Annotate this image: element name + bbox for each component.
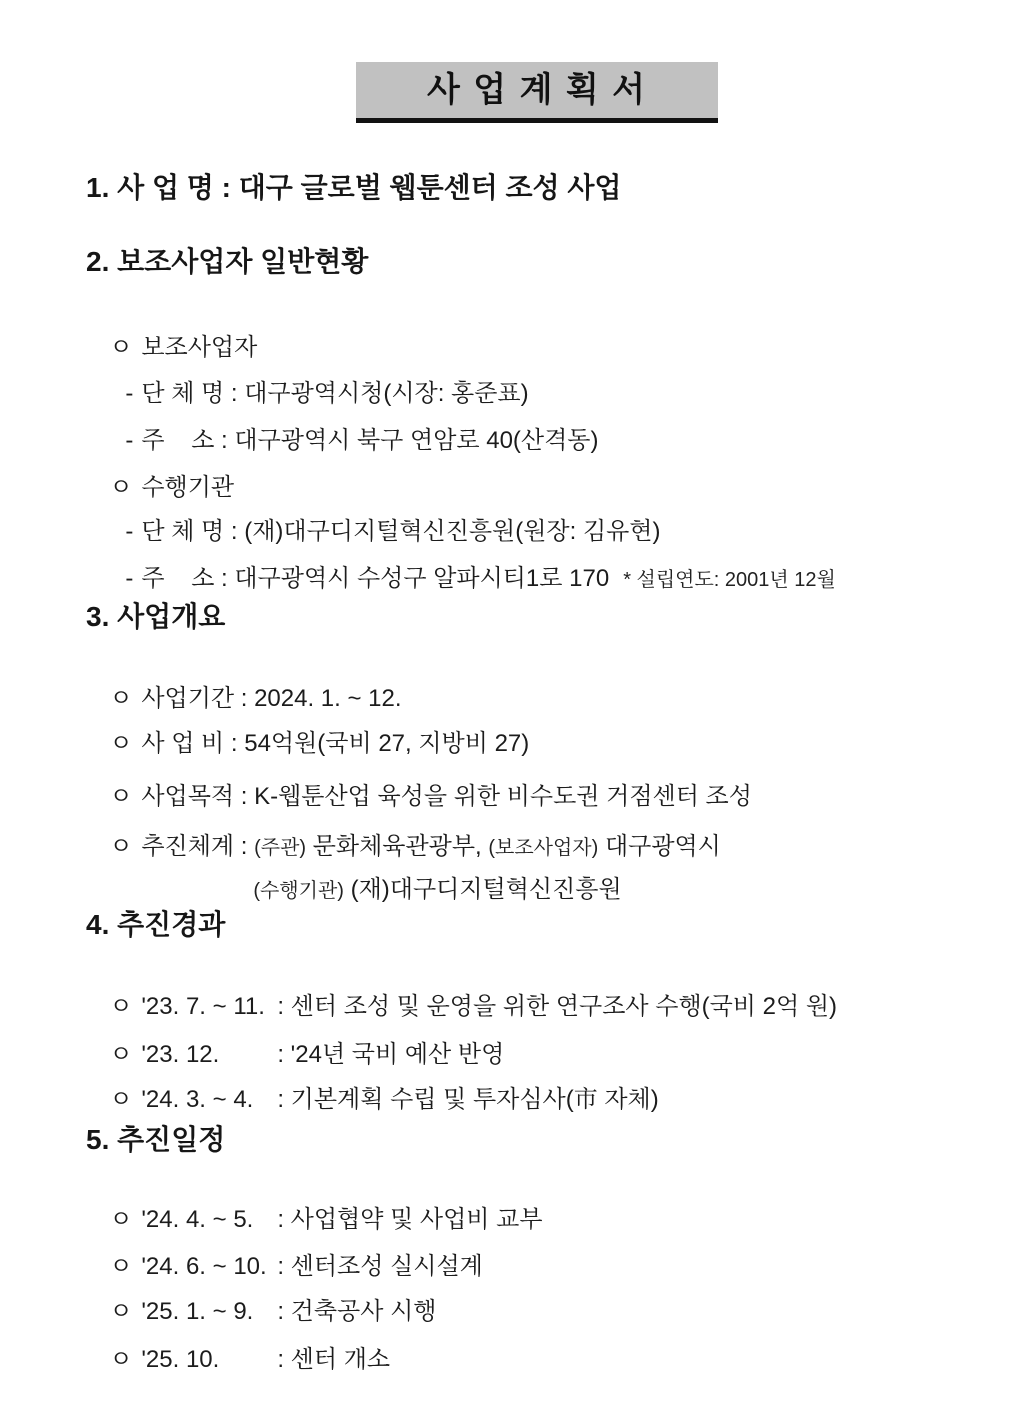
circle-bullet: ㅇ xyxy=(109,1206,133,1233)
dash-bullet: - xyxy=(125,380,134,407)
schedule-desc: : 건축공사 시행 xyxy=(277,1298,437,1325)
document-title: 사 업 계 획 서 xyxy=(426,71,647,109)
org-agency: (재)대구디지털혁신진흥원 xyxy=(343,876,622,903)
schedule-desc: : 센터 개소 xyxy=(277,1346,391,1373)
schedule-date: '24. 4. ~ 5. xyxy=(141,1206,254,1233)
progress-date: '23. 12. xyxy=(141,1041,220,1068)
executing-agency-address xyxy=(112,534,836,595)
circle-bullet: ㅇ xyxy=(109,1298,133,1325)
circle-bullet: ㅇ xyxy=(109,474,133,501)
group-label: 수행기관 xyxy=(141,474,235,501)
title-banner xyxy=(356,62,718,123)
project-budget xyxy=(96,699,529,759)
dash-bullet: - xyxy=(125,565,134,592)
circle-bullet: ㅇ xyxy=(109,1086,133,1113)
progress-date: '23. 7. ~ 11. xyxy=(141,993,265,1020)
schedule-date: '25. 10. xyxy=(141,1346,220,1373)
org-ministry: 문화체육관광부, xyxy=(306,833,489,860)
circle-bullet: ㅇ xyxy=(109,993,133,1020)
circle-bullet: ㅇ xyxy=(109,730,133,757)
dash-bullet: - xyxy=(125,518,134,545)
circle-bullet: ㅇ xyxy=(109,783,133,810)
role-executing-agency: (수행기관) xyxy=(253,880,344,902)
section-3-heading: 3. 사업개요 xyxy=(86,601,226,632)
section-4-heading: 4. 추진경과 xyxy=(86,909,226,940)
progress-desc: : '24년 국비 예산 반영 xyxy=(277,1041,505,1068)
project-period-text: 사업기간 : 2024. 1. ~ 12. xyxy=(141,685,402,712)
project-purpose-text: 사업목적 : K-웹툰산업 육성을 위한 비수도권 거점센터 조성 xyxy=(141,783,752,810)
schedule-date: '25. 1. ~ 9. xyxy=(141,1298,254,1325)
circle-bullet: ㅇ xyxy=(109,685,133,712)
circle-bullet: ㅇ xyxy=(109,334,133,361)
circle-bullet: ㅇ xyxy=(109,1346,133,1373)
section-1-heading: 1. 사 업 명 : 대구 글로벌 웹툰센터 조성 사업 xyxy=(86,172,622,203)
project-structure-continued xyxy=(240,845,622,906)
project-budget-text: 사 업 비 : 54억원(국비 27, 지방비 27) xyxy=(141,730,530,757)
progress-item xyxy=(96,1055,659,1115)
group-label: 보조사업자 xyxy=(141,334,258,361)
circle-bullet: ㅇ xyxy=(109,1253,133,1280)
dash-bullet: - xyxy=(125,427,134,454)
structure-label: 추진체계 : xyxy=(141,833,255,860)
circle-bullet: ㅇ xyxy=(109,833,133,860)
progress-desc: : 기본계획 수립 및 투자심사(市 자체) xyxy=(277,1086,659,1113)
role-subsidy-operator: (보조사업자) xyxy=(488,837,599,859)
schedule-desc: : 센터조성 실시설계 xyxy=(277,1253,483,1280)
org-name-text: 단 체 명 : 대구광역시청(시장: 홍준표) xyxy=(141,380,529,407)
progress-date: '24. 3. ~ 4. xyxy=(141,1086,254,1113)
schedule-date: '24. 6. ~ 10. xyxy=(141,1253,267,1280)
address-text: 주 소 : 대구광역시 수성구 알파시티1로 170 xyxy=(141,565,610,592)
progress-desc: : 센터 조성 및 운영을 위한 연구조사 수행(국비 2억 원) xyxy=(277,993,838,1020)
founding-year-note: * 설립연도: 2001년 12월 xyxy=(623,569,836,591)
org-city: 대구광역시 xyxy=(598,833,721,860)
section-5-heading: 5. 추진일정 xyxy=(86,1124,226,1155)
org-name-text: 단 체 명 : (재)대구디지털혁신진흥원(원장: 김유현) xyxy=(141,518,661,545)
role-supervisor: (주관) xyxy=(254,837,307,859)
section-2-heading: 2. 보조사업자 일반현황 xyxy=(86,246,369,277)
address-text: 주 소 : 대구광역시 북구 연암로 40(산격동) xyxy=(141,427,599,454)
circle-bullet: ㅇ xyxy=(109,1041,133,1068)
schedule-desc: : 사업협약 및 사업비 교부 xyxy=(277,1206,543,1233)
schedule-item xyxy=(96,1315,390,1375)
